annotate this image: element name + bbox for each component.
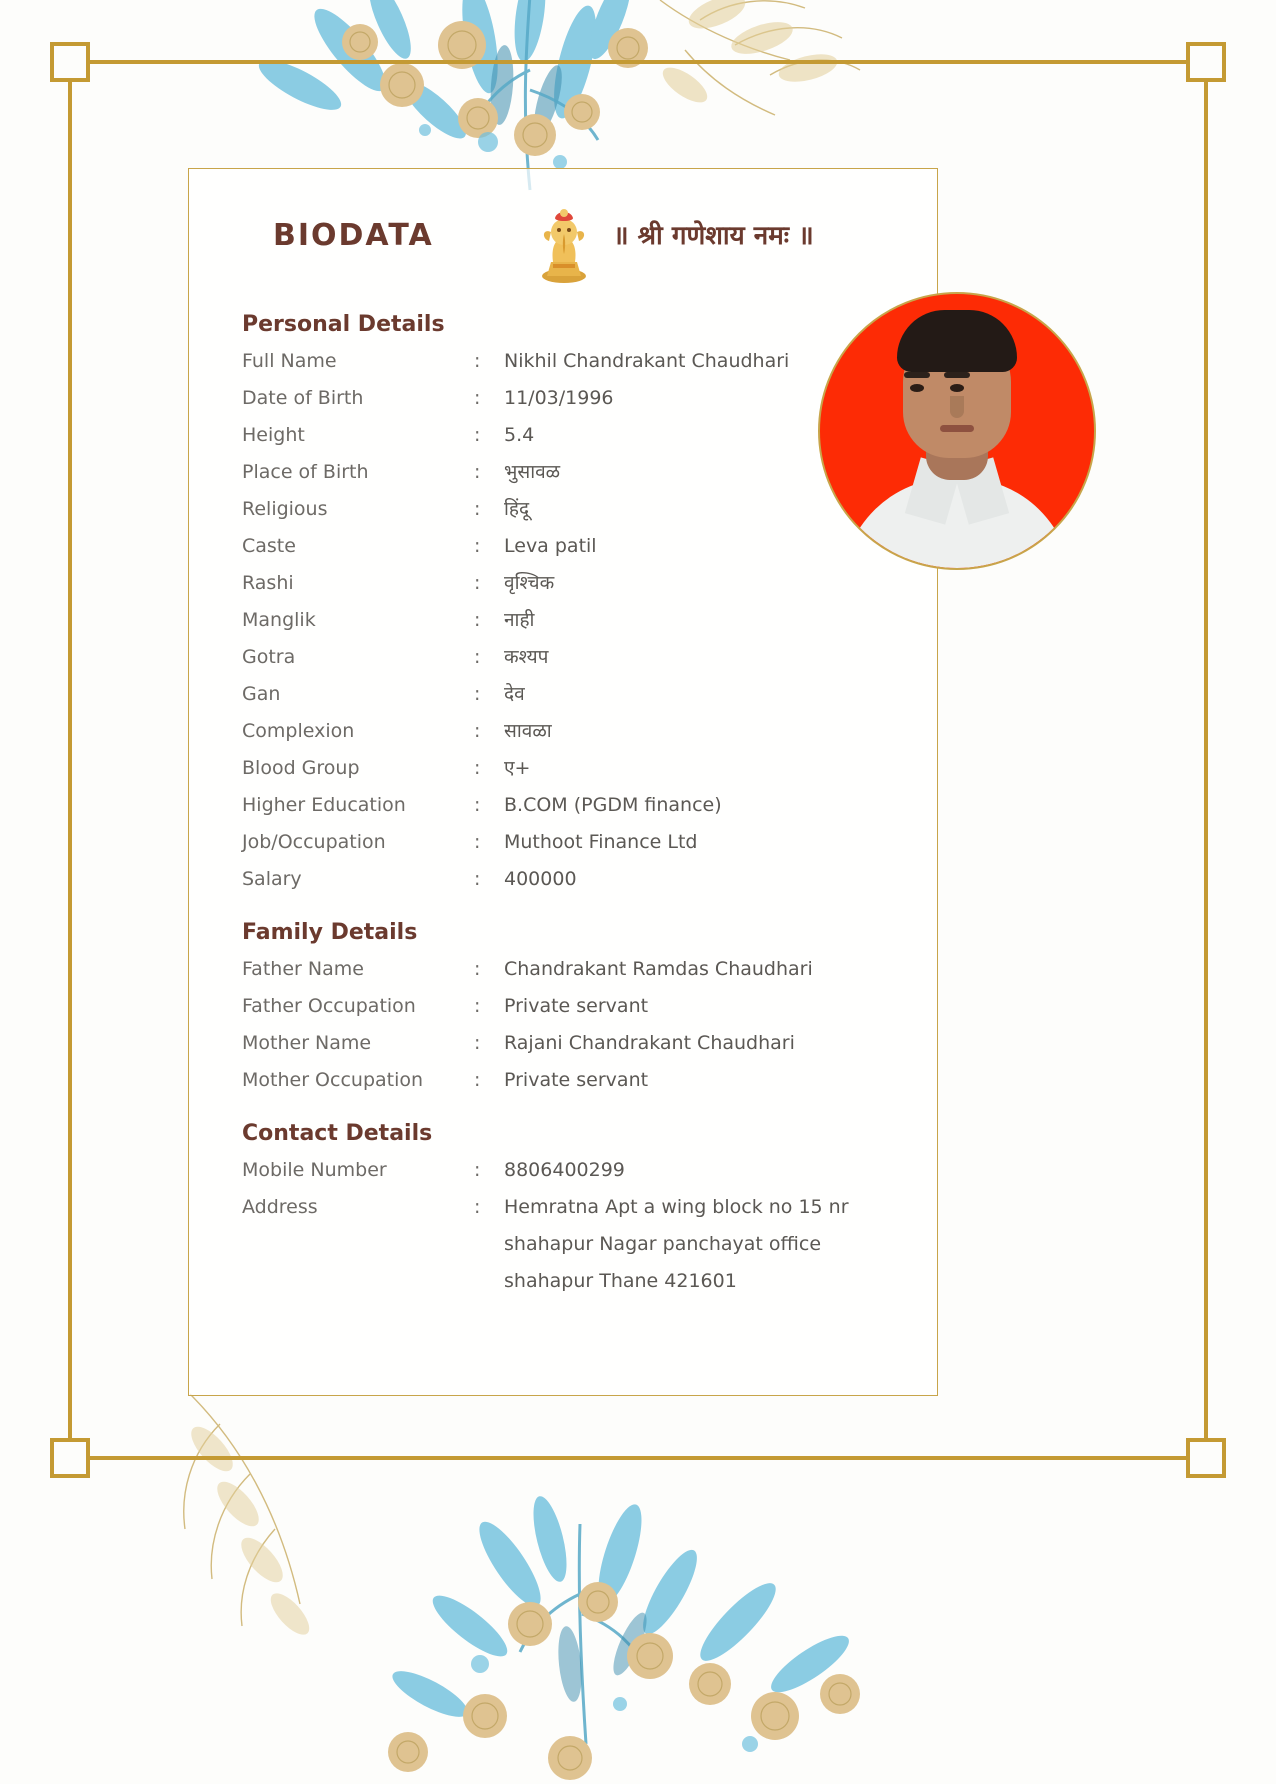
value-manglik: नाही <box>504 609 535 631</box>
label-gotra: Gotra <box>242 646 296 668</box>
label-date-of-birth: Date of Birth <box>242 387 364 409</box>
detail-row-gan <box>242 676 942 713</box>
label-salary: Salary <box>242 868 302 890</box>
detail-row-date-of-birth <box>242 380 942 417</box>
label-mobile-number: Mobile Number <box>242 1159 387 1181</box>
frame-corner-bottom-right <box>1186 1438 1226 1478</box>
label-mother-name: Mother Name <box>242 1032 372 1054</box>
label-address: Address <box>242 1196 318 1218</box>
value-height: 5.4 <box>504 424 535 446</box>
label-religious: Religious <box>242 498 328 520</box>
label-father-name: Father Name <box>242 958 364 980</box>
value-mobile-number: 8806400299 <box>504 1159 625 1181</box>
value-date-of-birth: 11/03/1996 <box>504 387 614 409</box>
value-father-occupation: Private servant <box>504 995 649 1017</box>
separator: : <box>474 868 481 890</box>
separator: : <box>474 958 481 980</box>
label-place-of-birth: Place of Birth <box>242 461 369 483</box>
value-address <box>504 1189 942 1300</box>
separator: : <box>474 1032 481 1054</box>
section-family-details <box>242 920 942 1099</box>
separator: : <box>474 831 481 853</box>
detail-row-mother-name <box>242 1025 942 1062</box>
detail-row-manglik <box>242 602 942 639</box>
separator: : <box>474 683 481 705</box>
section-title-personal: Personal Details <box>242 312 445 337</box>
label-manglik: Manglik <box>242 609 316 631</box>
separator: : <box>474 461 481 483</box>
label-blood-group: Blood Group <box>242 757 360 779</box>
frame-corner-top-left <box>50 42 90 82</box>
separator: : <box>474 1069 481 1091</box>
value-father-name: Chandrakant Ramdas Chaudhari <box>504 958 813 980</box>
document-header <box>188 196 938 286</box>
separator: : <box>474 757 481 779</box>
detail-row-address <box>242 1189 942 1300</box>
value-full-name: Nikhil Chandrakant Chaudhari <box>504 350 790 372</box>
detail-row-salary <box>242 861 942 898</box>
value-caste: Leva patil <box>504 535 597 557</box>
label-rashi: Rashi <box>242 572 294 594</box>
separator: : <box>474 646 481 668</box>
separator: : <box>474 572 481 594</box>
label-caste: Caste <box>242 535 296 557</box>
label-height: Height <box>242 424 305 446</box>
detail-row-father-occupation <box>242 988 942 1025</box>
address-line-3: shahapur Thane 421601 <box>504 1270 737 1292</box>
value-gan: देव <box>504 683 525 705</box>
value-salary: 400000 <box>504 868 577 890</box>
value-mother-occupation: Private servant <box>504 1069 649 1091</box>
address-line-1: Hemratna Apt a wing block no 15 nr <box>504 1196 849 1218</box>
detail-row-height <box>242 417 942 454</box>
label-gan: Gan <box>242 683 281 705</box>
value-rashi: वृश्चिक <box>504 572 555 594</box>
value-religious: हिंदू <box>504 498 530 520</box>
separator: : <box>474 794 481 816</box>
detail-row-job-occupation <box>242 824 942 861</box>
value-blood-group: ए+ <box>504 757 531 779</box>
label-job-occupation: Job/Occupation <box>242 831 386 853</box>
detail-row-caste <box>242 528 942 565</box>
label-mother-occupation: Mother Occupation <box>242 1069 424 1091</box>
ganesh-idol-icon <box>533 204 595 284</box>
separator: : <box>474 609 481 631</box>
section-contact-details <box>242 1121 942 1300</box>
frame-corner-bottom-left <box>50 1438 90 1478</box>
detail-row-rashi <box>242 565 942 602</box>
separator: : <box>474 995 481 1017</box>
detail-row-blood-group <box>242 750 942 787</box>
detail-row-complexion <box>242 713 942 750</box>
address-line-2: shahapur Nagar panchayat office <box>504 1233 822 1255</box>
invocation-text: ॥ श्री गणेशाय नमः ॥ <box>613 221 814 251</box>
detail-row-father-name <box>242 951 942 988</box>
frame-corner-top-right <box>1186 42 1226 82</box>
biodata-content <box>242 312 942 1322</box>
value-gotra: कश्यप <box>504 646 549 668</box>
detail-row-mobile-number <box>242 1152 942 1189</box>
separator: : <box>474 535 481 557</box>
detail-row-higher-education <box>242 787 942 824</box>
separator: : <box>474 387 481 409</box>
section-title-family: Family Details <box>242 920 418 945</box>
value-job-occupation: Muthoot Finance Ltd <box>504 831 698 853</box>
separator: : <box>474 350 481 372</box>
section-personal-details <box>242 312 942 898</box>
separator: : <box>474 1159 481 1181</box>
label-higher-education: Higher Education <box>242 794 406 816</box>
separator: : <box>474 424 481 446</box>
detail-row-religious <box>242 491 942 528</box>
value-complexion: सावळा <box>504 720 552 742</box>
section-title-contact: Contact Details <box>242 1121 433 1146</box>
value-higher-education: B.COM (PGDM finance) <box>504 794 722 816</box>
label-full-name: Full Name <box>242 350 337 372</box>
detail-row-full-name <box>242 343 942 380</box>
separator: : <box>474 498 481 520</box>
label-father-occupation: Father Occupation <box>242 995 416 1017</box>
label-complexion: Complexion <box>242 720 355 742</box>
value-place-of-birth: भुसावळ <box>504 461 561 483</box>
detail-row-gotra <box>242 639 942 676</box>
page-title: BIODATA <box>273 218 434 253</box>
detail-row-mother-occupation <box>242 1062 942 1099</box>
value-mother-name: Rajani Chandrakant Chaudhari <box>504 1032 795 1054</box>
detail-row-place-of-birth <box>242 454 942 491</box>
separator: : <box>474 1196 481 1218</box>
separator: : <box>474 720 481 742</box>
